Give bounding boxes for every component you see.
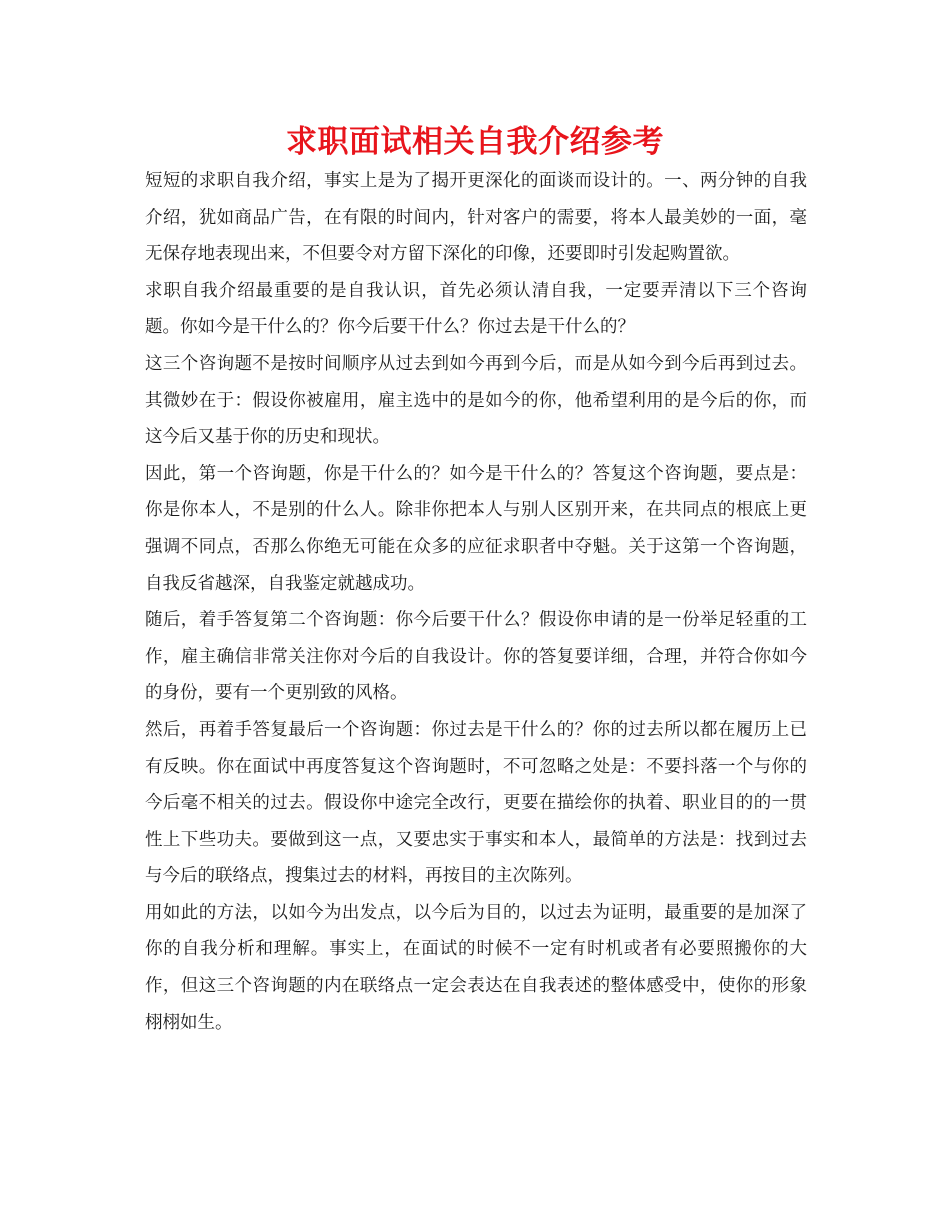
document-title: 求职面试相关自我介绍参考 [286, 124, 664, 160]
paragraph-question-order: 这三个咨询题不是按时间顺序从过去到如今再到今后，而是从如今到今后再到过去。其微妙在于：假设你被雇用，雇主选中的是如今的你，他希望利用的是今后的你，而这今后又基于你的历史和现状。 [145, 353, 807, 448]
paragraph-question-three: 然后，再着手答复最后一个咨询题：你过去是干什么的？你的过去所以都在履历上已有反映。你在面试中再度答复这个咨询题时，不可忽略之处是：不要抖落一个与你的今后毫不相关的过去。假设你中途完全改行，更要在描绘你的执着、职业目的的一贯性上下些功夫。要做到这一点，又要忠实于事实和本人，最简单的方法是：找到过去与今后的联络点，搜集过去的材料，再按目的主次陈列。 [145, 719, 807, 887]
paragraph-intro: 短短的求职自我介绍，事实上是为了揭开更深化的面谈而设计的。一、两分钟的自我介绍，犹如商品广告，在有限的时间内，针对客户的需要，将本人最美妙的一面，毫无保存地表现出来，不但要令对方留下深化的印像，还要即时引发起购置欲。 [145, 171, 807, 265]
paragraph-question-two: 随后，着手答复第二个咨询题：你今后要干什么？假设你申请的是一份举足轻重的工作，雇主确信非常关注你对今后的自我设计。你的答复要详细，合理，并符合你如今的身份，要有一个更别致的风格。 [145, 610, 807, 704]
paragraph-self-awareness: 求职自我介绍最重要的是自我认识，首先必须认清自我，一定要弄清以下三个咨询题。你如今是干什么的？你今后要干什么？你过去是干什么的？ [145, 280, 807, 338]
paragraph-question-one: 因此，第一个咨询题，你是干什么的？如今是干什么的？答复这个咨询题，要点是：你是你本人，不是别的什么人。除非你把本人与别人区别开来，在共同点的根底上更强调不同点，否那么你绝无可能在众多的应征求职者中夺魁。关于这第一个咨询题，自我反省越深，自我鉴定就越成功。 [145, 463, 807, 594]
paragraph-conclusion: 用如此的方法，以如今为出发点，以今后为目的，以过去为证明，最重要的是加深了你的自我分析和理解。事实上，在面试的时候不一定有时机或者有必要照搬你的大作，但这三个咨询题的内在联络点一定会表达在自我表述的整体感受中，使你的形象栩栩如生。 [145, 902, 807, 1033]
document-body [145, 163, 807, 1041]
